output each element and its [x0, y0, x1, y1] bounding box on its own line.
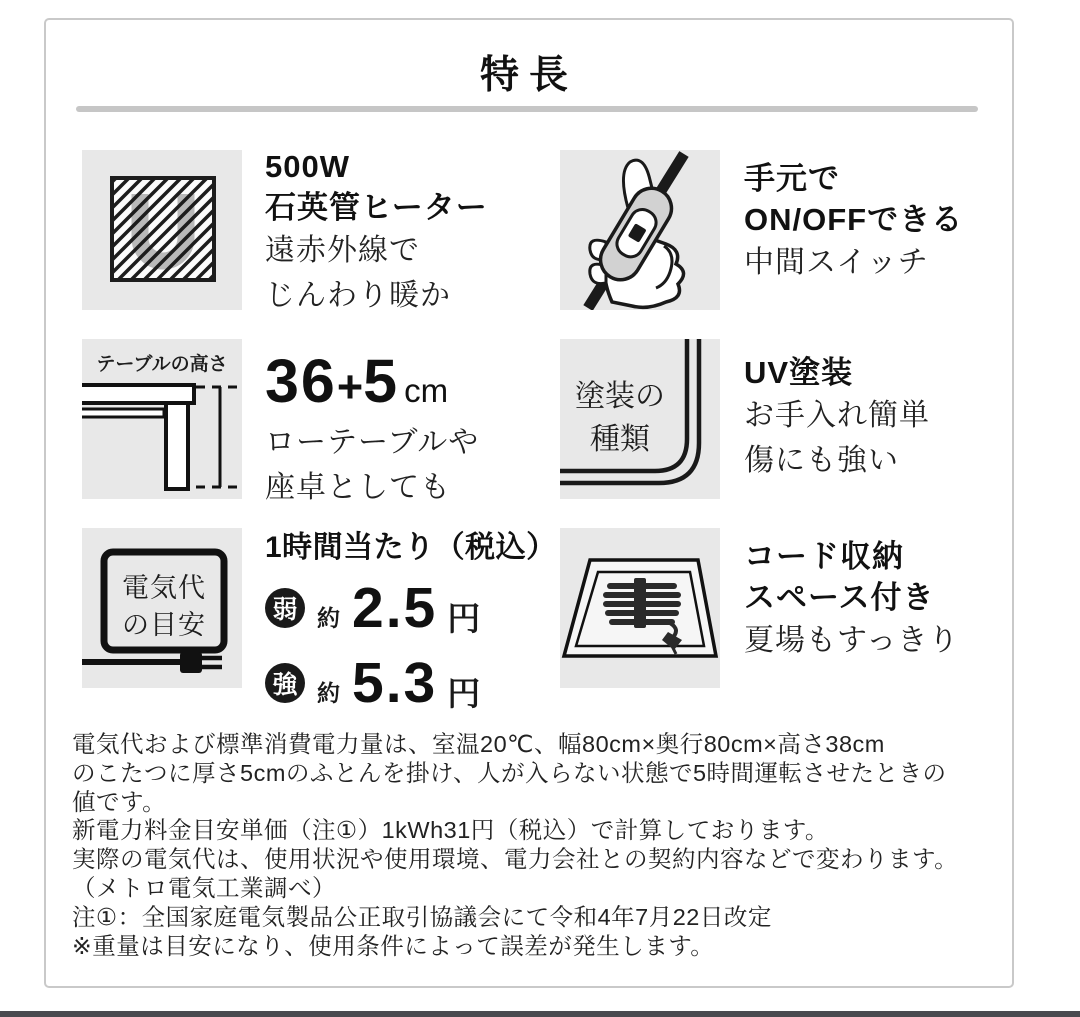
cord-body-line1: 夏場もすっきり	[744, 624, 960, 657]
electricity-cost-icon	[82, 528, 242, 688]
heater-heading-line1: 500W	[265, 149, 350, 184]
footnote-line: 電気代および標準消費電力量は、室温20℃、幅80cm×奥行80cm×高さ38cm	[72, 731, 885, 757]
height-value	[265, 346, 479, 416]
height-num1: 36	[265, 347, 337, 415]
footnote-line: 実際の電気代は、使用状況や使用環境、電力会社との契約内容などで変わります。	[72, 846, 959, 873]
footnote-line: のこたつに厚さ5cmのふとんを掛け、人が入らない状態で5時間運転させたときの	[72, 759, 947, 786]
height-unit: cm	[404, 372, 449, 409]
cost-heading: 1時間当たり（税込）	[265, 531, 557, 564]
height-num2: 5	[363, 347, 400, 415]
heater-body-line2: じんわり暖か	[265, 279, 451, 312]
switch-heading-line2: ON/OFFできる	[744, 202, 964, 237]
feature-switch-text	[744, 158, 963, 285]
footnote-line: ※重量は目安になり、使用条件によって誤差が発生します。	[72, 932, 715, 959]
switch-body-line1: 中間スイッチ	[744, 246, 929, 279]
heater-icon	[82, 150, 242, 310]
height-plus: +	[336, 361, 364, 412]
uv-heading-line1: UV塗装	[744, 355, 854, 390]
table-height-icon-label: テーブルの高さ	[96, 354, 228, 375]
uv-coating-icon	[560, 339, 720, 499]
title-divider	[76, 106, 978, 112]
cord-heading-line2: スペース付き	[744, 580, 935, 615]
footnote	[72, 730, 1008, 960]
page-title: 特長	[479, 54, 578, 97]
heater-heading-line2: 石英管ヒーター	[265, 190, 488, 225]
feature-uv-text	[744, 352, 930, 483]
cost-icon-label-line2: の目安	[122, 610, 206, 640]
uv-body-line2: 傷にも強い	[744, 444, 899, 477]
high-cost-value: 5.3	[352, 651, 438, 715]
cost-row-low	[265, 575, 557, 641]
low-cost-unit: 円	[447, 599, 481, 637]
heater-body-line1: 遠赤外線で	[265, 234, 420, 267]
uv-icon-label-line2: 種類	[590, 423, 650, 456]
high-approx-label: 約	[317, 679, 340, 706]
footnote-line: （メトロ電気工業調べ）	[72, 874, 336, 901]
feature-heater-text	[265, 146, 488, 318]
hand-switch-icon	[560, 150, 720, 310]
footnote-line: 値です。	[72, 788, 167, 815]
feature-cord-text	[744, 536, 959, 663]
uv-icon-label	[560, 375, 680, 461]
high-mode-badge: 強	[265, 663, 305, 703]
height-body-line1: ローテーブルや	[265, 426, 480, 459]
feature-card	[44, 18, 1014, 988]
bottom-edge-bar	[0, 1011, 1080, 1017]
switch-heading-line1: 手元で	[744, 161, 840, 196]
cost-row-high	[265, 650, 557, 716]
low-approx-label: 約	[317, 604, 340, 631]
cord-storage-icon	[560, 528, 720, 688]
table-height-icon	[82, 339, 242, 499]
uv-icon-label-line1: 塗装の	[575, 380, 665, 413]
high-cost-unit: 円	[447, 674, 481, 712]
height-body-line2: 座卓としても	[265, 471, 451, 504]
low-mode-badge: 弱	[265, 588, 305, 628]
low-cost-value: 2.5	[352, 576, 438, 640]
feature-cost-text	[265, 522, 557, 716]
footnote-line: 注①：全国家庭電気製品公正取引協議会にて令和4年7月22日改定	[72, 903, 772, 930]
cost-icon-label	[104, 570, 224, 644]
feature-height-text	[265, 346, 479, 510]
footnote-line: 新電力料金目安単価（注①）1kWh31円（税込）で計算しております。	[72, 817, 829, 844]
cost-icon-label-line1: 電気代	[122, 573, 206, 603]
uv-body-line1: お手入れ簡単	[744, 399, 930, 432]
cord-heading-line1: コード収納	[744, 539, 904, 574]
